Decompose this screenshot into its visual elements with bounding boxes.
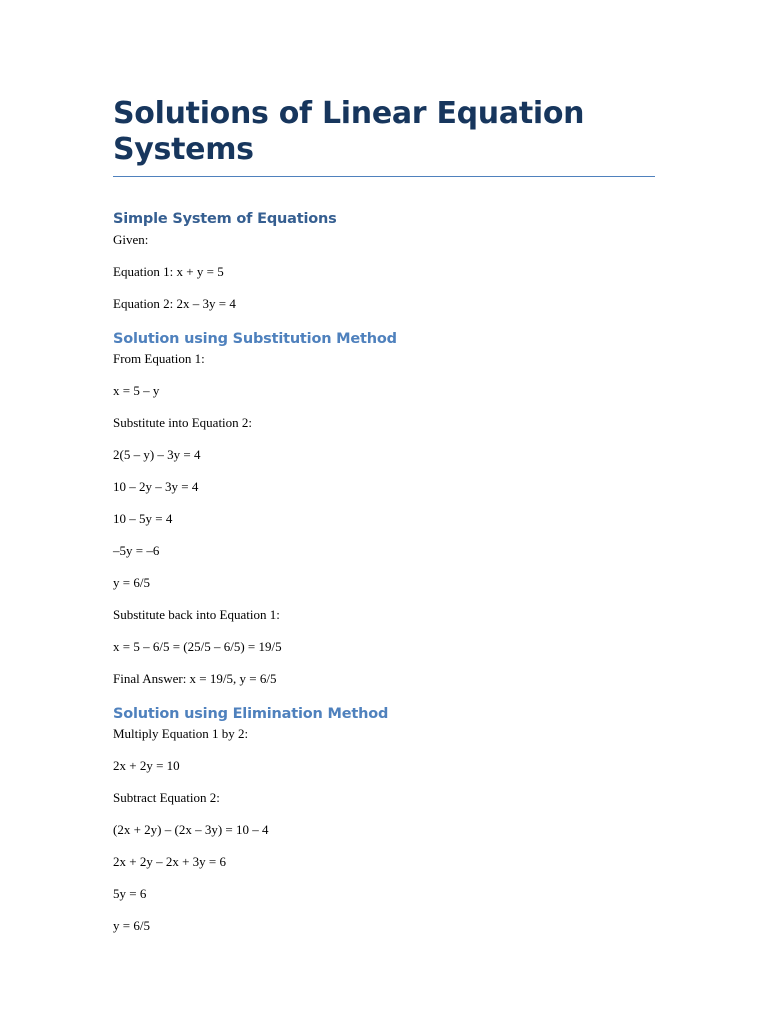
- paragraph: y = 6/5: [113, 918, 150, 933]
- paragraph: Final Answer: x = 19/5, y = 6/5: [113, 671, 277, 686]
- document-title: Solutions of Linear Equation Systems: [113, 96, 655, 177]
- paragraph: 5y = 6: [113, 886, 147, 901]
- paragraph: Equation 1: x + y = 5: [113, 264, 224, 279]
- paragraph: (2x + 2y) – (2x – 3y) = 10 – 4: [113, 822, 269, 837]
- paragraph: –5y = –6: [113, 543, 160, 558]
- paragraph: 2x + 2y = 10: [113, 758, 180, 773]
- paragraph: 2(5 – y) – 3y = 4: [113, 447, 201, 462]
- paragraph: y = 6/5: [113, 575, 150, 590]
- paragraph: From Equation 1:: [113, 351, 205, 366]
- paragraph: 10 – 5y = 4: [113, 511, 173, 526]
- paragraph: x = 5 – y: [113, 383, 160, 398]
- paragraph: Given:: [113, 232, 149, 247]
- paragraph: x = 5 – 6/5 = (25/5 – 6/5) = 19/5: [113, 639, 282, 654]
- paragraph: 10 – 2y – 3y = 4: [113, 479, 199, 494]
- paragraph: Subtract Equation 2:: [113, 790, 220, 805]
- paragraph: 2x + 2y – 2x + 3y = 6: [113, 854, 226, 869]
- paragraph: Equation 2: 2x – 3y = 4: [113, 296, 236, 311]
- paragraph: Multiply Equation 1 by 2:: [113, 726, 249, 741]
- paragraph: Substitute back into Equation 1:: [113, 607, 280, 622]
- subsection-heading: Solution using Substitution Method: [113, 331, 397, 347]
- subsection-heading: Solution using Elimination Method: [113, 706, 389, 722]
- section-heading: Simple System of Equations: [113, 211, 337, 227]
- paragraph: Substitute into Equation 2:: [113, 415, 253, 430]
- document-page: [113, 96, 655, 934]
